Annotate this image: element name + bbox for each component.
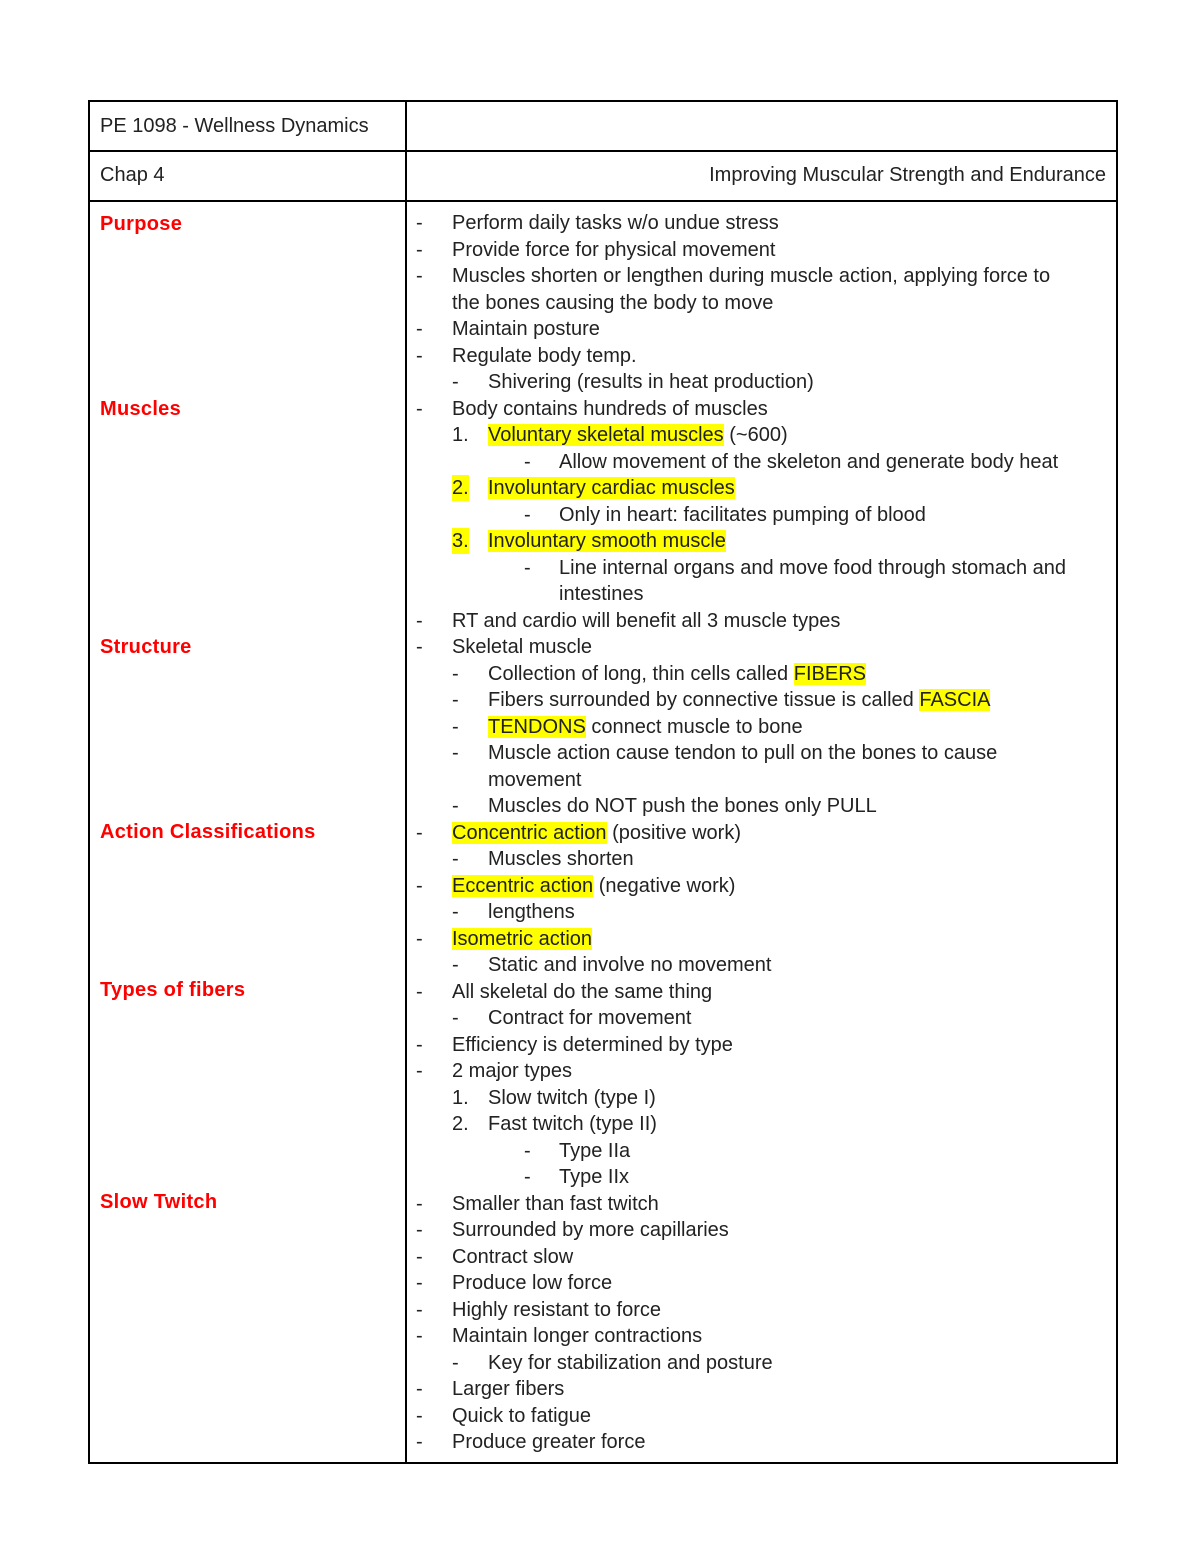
note-segment: Static and involve no movement <box>488 954 772 976</box>
note-text <box>452 263 1050 289</box>
note-text <box>559 449 1058 475</box>
note-text <box>452 1403 591 1429</box>
note-line <box>406 661 1116 687</box>
note-segment: Type IIa <box>559 1139 631 1162</box>
note-text <box>452 608 840 634</box>
note-line <box>406 1297 1116 1323</box>
note-line <box>406 926 1116 952</box>
highlighted-term: Voluntary skeletal muscles <box>488 424 724 446</box>
highlighted-term: TENDONS <box>488 715 586 738</box>
note-text <box>488 1111 657 1137</box>
note-segment: Surrounded by more capillaries <box>452 1219 729 1241</box>
note-text <box>559 555 1066 581</box>
topic-types-of-fibers: Types of fibers <box>100 979 246 1001</box>
note-line <box>406 369 1116 395</box>
note-segment: Contract slow <box>452 1245 574 1268</box>
note-text <box>452 290 773 316</box>
note-segment: (negative work) <box>593 874 736 897</box>
list-marker: - <box>416 1431 423 1453</box>
note-segment: Contract for movement <box>488 1007 692 1029</box>
list-marker: - <box>452 1007 459 1029</box>
note-line <box>406 740 1116 766</box>
note-line <box>406 263 1116 289</box>
list-marker: - <box>416 265 423 287</box>
list-marker: 3. <box>452 530 469 552</box>
note-line <box>406 952 1116 978</box>
note-line <box>406 820 1116 846</box>
list-marker: - <box>416 318 423 340</box>
note-segment: 2 major types <box>452 1060 573 1082</box>
list-marker: - <box>416 1404 423 1427</box>
note-text <box>452 1429 645 1455</box>
note-line <box>406 793 1116 819</box>
note-text <box>452 237 775 263</box>
note-segment: Collection of long, thin cells called <box>488 662 794 685</box>
note-line <box>406 1217 1116 1243</box>
note-segment: Body contains hundreds of muscles <box>452 397 768 420</box>
list-marker: - <box>452 848 459 870</box>
note-segment: All skeletal do the same thing <box>452 980 713 1003</box>
note-segment: lengthens <box>488 901 575 923</box>
note-line <box>406 1323 1116 1349</box>
highlighted-term: FASCIA <box>919 689 991 711</box>
note-segment: Fibers surrounded by connective tissue is called <box>488 689 920 711</box>
note-line <box>406 210 1116 236</box>
note-line <box>406 1058 1116 1084</box>
list-marker: - <box>416 1245 423 1268</box>
note-segment: movement <box>488 768 582 791</box>
list-marker: - <box>452 954 459 976</box>
note-text <box>452 1270 612 1296</box>
list-marker: - <box>524 450 531 473</box>
note-line <box>406 581 1116 607</box>
list-marker: - <box>452 371 459 393</box>
note-text <box>488 740 997 766</box>
note-segment: Produce greater force <box>452 1431 646 1453</box>
note-segment: Skeletal muscle <box>452 636 593 658</box>
note-text <box>452 873 735 899</box>
list-marker: - <box>416 1272 423 1294</box>
note-text <box>488 369 814 395</box>
note-segment: Only in heart: facilitates pumping of blood <box>559 503 926 526</box>
notes-table <box>88 100 1118 1464</box>
note-line <box>406 979 1116 1005</box>
list-marker: - <box>452 689 459 711</box>
note-text <box>452 820 741 846</box>
list-marker: - <box>416 238 423 261</box>
list-marker: - <box>524 1166 531 1188</box>
topics-column <box>100 200 400 1462</box>
note-text <box>488 422 788 448</box>
note-segment: Shivering (results in heat production) <box>488 371 814 393</box>
note-line <box>406 396 1116 422</box>
list-marker: - <box>416 874 423 897</box>
note-line <box>406 714 1116 740</box>
list-marker: 1. <box>452 1086 469 1109</box>
list-marker: - <box>524 1139 531 1162</box>
notes-column <box>406 200 1116 1462</box>
note-text <box>452 1297 661 1323</box>
list-marker: - <box>416 1060 423 1082</box>
list-marker: - <box>452 662 459 685</box>
note-text <box>488 952 772 978</box>
note-line <box>406 1032 1116 1058</box>
note-text <box>452 316 600 342</box>
note-line <box>406 767 1116 793</box>
note-line <box>406 475 1116 501</box>
note-line <box>406 237 1116 263</box>
note-segment: Efficiency is determined by type <box>452 1033 733 1056</box>
note-segment: Fast twitch (type II) <box>488 1113 657 1135</box>
note-segment: Key for stabilization and posture <box>488 1351 773 1374</box>
note-line <box>406 1350 1116 1376</box>
note-text <box>488 661 866 687</box>
note-text <box>488 475 735 501</box>
note-segment: Perform daily tasks w/o undue stress <box>452 212 779 234</box>
note-segment: Maintain posture <box>452 318 600 340</box>
note-line <box>406 1270 1116 1296</box>
note-text <box>452 1058 572 1084</box>
header-row <box>90 102 1116 152</box>
highlighted-term: Eccentric action <box>452 874 594 897</box>
note-text <box>452 1217 729 1243</box>
note-line <box>406 1085 1116 1111</box>
note-segment: Line internal organs and move food through stomach and <box>559 556 1067 579</box>
chapter-row <box>90 150 1116 202</box>
note-segment: Provide force for physical movement <box>452 238 776 261</box>
content-row <box>90 200 1116 1462</box>
note-text <box>452 396 768 422</box>
note-line <box>406 846 1116 872</box>
note-line <box>406 555 1116 581</box>
list-marker: - <box>416 344 423 367</box>
list-marker: - <box>452 795 459 817</box>
list-marker: - <box>416 927 423 950</box>
list-marker: - <box>416 1033 423 1056</box>
highlighted-term: Involuntary smooth muscle <box>488 530 726 552</box>
note-line <box>406 343 1116 369</box>
note-text <box>452 210 779 236</box>
note-text <box>559 581 644 607</box>
highlighted-term: Involuntary cardiac muscles <box>488 477 735 499</box>
list-marker: - <box>524 556 531 579</box>
note-text <box>452 1191 659 1217</box>
list-marker: - <box>452 1351 459 1374</box>
note-segment: Muscles shorten or lengthen during muscle action, applying force to <box>452 265 1051 287</box>
note-segment: RT and cardio will benefit all 3 muscle types <box>452 609 841 632</box>
note-text <box>452 343 637 369</box>
list-marker: - <box>416 980 423 1003</box>
highlighted-term: Concentric action <box>452 821 607 844</box>
note-text <box>488 528 726 554</box>
note-line <box>406 687 1116 713</box>
note-line <box>406 1376 1116 1402</box>
note-line <box>406 290 1116 316</box>
note-segment: Muscles shorten <box>488 848 634 870</box>
note-text <box>488 714 803 740</box>
note-line <box>406 422 1116 448</box>
note-segment: Quick to fatigue <box>452 1404 591 1427</box>
note-text <box>452 979 712 1005</box>
topic-purpose: Purpose <box>100 213 183 235</box>
list-marker: - <box>416 212 423 234</box>
note-segment: Muscles do NOT push the bones only PULL <box>488 795 877 817</box>
note-segment: Produce low force <box>452 1272 613 1294</box>
chapter-label: Chap 4 <box>100 164 165 186</box>
note-line <box>406 1164 1116 1190</box>
note-segment: intestines <box>559 583 644 605</box>
note-text <box>488 899 575 925</box>
note-text <box>452 1244 573 1270</box>
topic-structure: Structure <box>100 636 192 658</box>
list-marker: - <box>416 397 423 420</box>
note-text <box>488 1005 691 1031</box>
note-line <box>406 316 1116 342</box>
course-title: PE 1098 - Wellness Dynamics <box>100 115 369 137</box>
list-marker: - <box>416 1298 423 1321</box>
note-line <box>406 1244 1116 1270</box>
note-text <box>488 1350 773 1376</box>
note-text <box>452 1032 733 1058</box>
note-text <box>488 687 990 713</box>
note-line <box>406 449 1116 475</box>
list-marker: 2. <box>452 477 469 499</box>
note-segment: connect muscle to bone <box>585 715 803 738</box>
note-line <box>406 528 1116 554</box>
note-line <box>406 634 1116 660</box>
note-segment: Maintain longer contractions <box>452 1325 703 1347</box>
note-segment: Highly resistant to force <box>452 1298 661 1321</box>
note-line <box>406 1111 1116 1137</box>
note-segment: Type IIx <box>559 1166 630 1188</box>
note-text <box>559 1138 630 1164</box>
list-marker: - <box>416 1219 423 1241</box>
list-marker: - <box>416 636 423 658</box>
note-text <box>452 1323 702 1349</box>
highlighted-term: FIBERS <box>793 662 866 685</box>
note-text <box>452 926 592 952</box>
list-marker: - <box>416 1192 423 1215</box>
list-marker: - <box>416 609 423 632</box>
note-line <box>406 1429 1116 1455</box>
list-marker: 1. <box>452 424 469 446</box>
note-segment: Allow movement of the skeleton and generate body heat <box>559 450 1059 473</box>
note-segment: Larger fibers <box>452 1378 565 1400</box>
list-marker: - <box>452 742 459 764</box>
note-segment: (~600) <box>723 424 788 446</box>
topic-muscles: Muscles <box>100 398 182 420</box>
note-segment: the bones causing the body to move <box>452 291 774 314</box>
note-text <box>452 634 592 660</box>
note-text <box>559 502 926 528</box>
list-marker: 2. <box>452 1113 469 1135</box>
list-marker: - <box>416 1378 423 1400</box>
list-marker: - <box>416 821 423 844</box>
chapter-title: Improving Muscular Strength and Endurance <box>709 164 1106 186</box>
note-text <box>488 767 581 793</box>
note-segment: Regulate body temp. <box>452 344 637 367</box>
note-line <box>406 502 1116 528</box>
note-segment: (positive work) <box>606 821 742 844</box>
note-line <box>406 873 1116 899</box>
note-line <box>406 899 1116 925</box>
note-text <box>559 1164 629 1190</box>
note-segment: Muscle action cause tendon to pull on the bones to cause <box>488 742 998 764</box>
note-line <box>406 608 1116 634</box>
list-marker: - <box>524 503 531 526</box>
note-line <box>406 1138 1116 1164</box>
list-marker: - <box>416 1325 423 1347</box>
note-segment: Smaller than fast twitch <box>452 1192 659 1215</box>
note-line <box>406 1005 1116 1031</box>
note-text <box>452 1376 564 1402</box>
note-text <box>488 793 877 819</box>
list-marker: - <box>452 901 459 923</box>
note-line <box>406 1191 1116 1217</box>
list-marker: - <box>452 715 459 738</box>
topic-action-classifications: Action Classifications <box>100 821 316 843</box>
note-segment: Slow twitch (type I) <box>488 1086 656 1109</box>
note-text <box>488 846 634 872</box>
note-line <box>406 1403 1116 1429</box>
topic-slow-twitch: Slow Twitch <box>100 1191 218 1213</box>
note-text <box>488 1085 656 1111</box>
highlighted-term: Isometric action <box>452 927 593 950</box>
